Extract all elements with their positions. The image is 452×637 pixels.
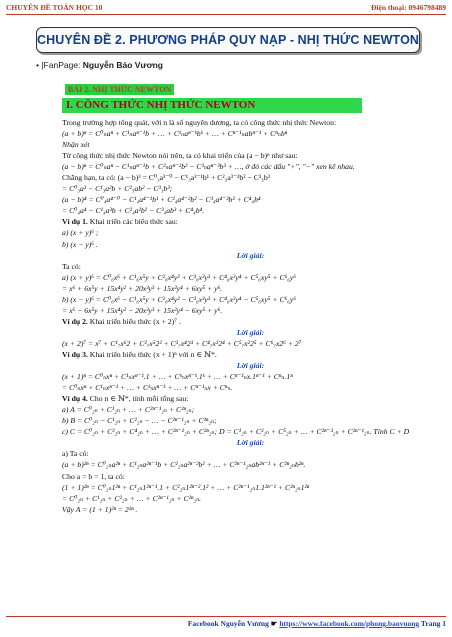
section-heading: I. CÔNG THỨC NHỊ THỨC NEWTON bbox=[62, 98, 362, 113]
example-item: c) C = C⁰₂ₙ + C²₂ₙ + C⁴₂ₙ + … + C²ⁿ⁻²₂ₙ + C²ⁿ₂ₙ; D = C¹₂ₙ + C³₂ₙ + C⁵₂ₙ + … + C²ⁿ⁻³₂ₙ + C²ⁿ⁻¹₂ₙ. Tính C + D bbox=[62, 427, 410, 437]
header-phone: Điện thoại: 0946798489 bbox=[371, 3, 446, 12]
page-number: Trang 1 bbox=[420, 619, 446, 628]
formula-line: b) (x − y)⁶ = C⁰₆x⁶ − C¹₆x⁵y + C²₆x⁴y² − C³₆x³y³ + C⁴₆x²y⁴ − C⁵₆xy⁵ + C⁶₆y⁶ bbox=[62, 294, 297, 304]
solution-label: Lời giải: bbox=[236, 361, 265, 371]
example-title: Ví dụ 1. Khai triển các biểu thức sau: bbox=[62, 217, 178, 227]
remark-label: Nhận xét bbox=[62, 140, 90, 150]
body-line: Cho a = b = 1, ta có: bbox=[62, 471, 125, 481]
formula-line: a) (x + y)⁶ = C⁰₆x⁶ + C¹₆x⁵y + C²₆x⁴y² + C³₆x³y³ + C⁴₆x²y⁴ + C⁵₆xy⁵ + C⁶₆y⁶ bbox=[62, 272, 297, 282]
formula-line: Vậy A = (1 + 1)²ⁿ = 2²ⁿ . bbox=[62, 504, 138, 514]
pointing-hand-icon: ☛ bbox=[270, 619, 278, 628]
body-line: Trong trường hợp tổng quát, với n là số nguyên dương, ta có công thức nhị thức Newton: bbox=[62, 118, 337, 127]
formula-line: (a + b)²ⁿ = C⁰₂ₙa²ⁿ + C¹₂ₙa²ⁿ⁻¹b + C²₂ₙa²ⁿ⁻²b² + … + C²ⁿ⁻¹₂ₙab²ⁿ⁻¹ + C²ⁿ₂ₙb²ⁿ. bbox=[62, 460, 306, 470]
fanpage-line bbox=[36, 60, 163, 70]
solution-label: Lời giải: bbox=[236, 327, 265, 337]
fanpage-label: |FanPage: bbox=[41, 60, 81, 70]
body-line: Từ công thức nhị thức Newton nói trên, ta có khai triển của (a − b)ⁿ như sau: bbox=[62, 151, 298, 161]
formula-line: (x + 2)⁷ = x⁷ + C¹₇x⁶2 + C²₇x⁵2² + C³₇x⁴2³ + C⁴₇x³2⁴ + C⁵₇x²2⁵ + C⁶₇x2⁶ + 2⁷ bbox=[62, 338, 302, 348]
fanpage-name: Nguyễn Bảo Vương bbox=[82, 60, 163, 70]
formula-line: = C⁰₄a⁴ − C¹₄a³b + C²₄a²b² − C³₄ab³ + C⁴₄b⁴. bbox=[62, 206, 205, 216]
footer-divider bbox=[6, 616, 446, 617]
example-title: Ví dụ 2. Khai triển biểu thức (x + 2)⁷ . bbox=[62, 316, 181, 326]
body-line: a) Ta có: bbox=[62, 449, 89, 459]
example-title: Ví dụ 3. Khai triển biểu thức (x + 1)ⁿ với n ∈ ℕ*. bbox=[62, 349, 217, 359]
solution-label: Lời giải: bbox=[236, 438, 265, 448]
formula-line: = x⁶ − 6x⁵y + 15x⁴y² − 20x³y³ + 15x²y⁴ − 6xy⁵ + y⁶. bbox=[62, 305, 223, 315]
formula-line: (a − b)ⁿ = C⁰ₙaⁿ − C¹ₙaⁿ⁻¹b + C²ₙaⁿ⁻²b² − C³ₙaⁿ⁻³b³ + …, ở đó các dấu "+", "−" xen kẽ nhau. bbox=[62, 162, 355, 172]
example-item: b) (x − y)⁶ . bbox=[62, 239, 98, 249]
footer-link[interactable]: https://www.facebook.com/phong.baovuong bbox=[279, 619, 420, 628]
title-banner bbox=[36, 27, 420, 53]
example-title: Ví dụ 4. Cho n ∈ ℕ*, tính mỗi tổng sau: bbox=[62, 394, 189, 404]
formula-line: (a − b)⁴ = C⁰₄a⁴⁻⁰ − C¹₄a⁴⁻¹b¹ + C²₄a⁴⁻²b² − C³₄a⁴⁻³b³ + C⁴₄b⁴ bbox=[62, 195, 261, 205]
header-divider bbox=[6, 14, 446, 15]
example-item: a) A = C⁰₂ₙ + C¹₂ₙ + … + C²ⁿ⁻¹₂ₙ + C²ⁿ₂ₙ; bbox=[62, 405, 195, 415]
example-item: a) (x + y)⁶ ; bbox=[62, 228, 99, 238]
document-body bbox=[62, 117, 439, 515]
example-item: b) B = C⁰₂ₙ − C¹₂ₙ + C²₂ₙ − … − C²ⁿ⁻¹₂ₙ + C²ⁿ₂ₙ; bbox=[62, 416, 217, 426]
formula-line: = x⁶ + 6x⁵y + 15x⁴y² + 20x³y³ + 15x²y⁴ + 6xy⁵ + y⁶. bbox=[62, 283, 223, 293]
document-title: CHUYÊN ĐỀ 2. PHƯƠNG PHÁP QUY NẠP - NHỊ THỨC NEWTON bbox=[36, 33, 420, 47]
page-footer bbox=[6, 619, 446, 631]
solution-label: Lời giải: bbox=[236, 250, 265, 260]
body-line: Chẳng hạn, ta có: (a − b)³ = C⁰₃a³⁻⁰ − C¹₃a³⁻¹b¹ + C²₃a³⁻²b² − C³₃b³ bbox=[62, 173, 270, 183]
header-subject: CHUYÊN ĐỀ TOÁN HỌC 10 bbox=[6, 3, 103, 12]
formula-line: (x + 1)ⁿ = C⁰ₙxⁿ + C¹ₙxⁿ⁻¹.1 + … + Cᵏₙxⁿ⁻ᵏ.1ᵏ + … + Cⁿ⁻¹ₙx.1ⁿ⁻¹ + Cⁿₙ.1ⁿ bbox=[62, 372, 293, 382]
formula-line: (a + b)ⁿ = C⁰ₙaⁿ + C¹ₙaⁿ⁻¹b + … + Cᵏₙaⁿ⁻ᵏbᵏ + … + Cⁿ⁻¹ₙabⁿ⁻¹ + Cⁿₙbⁿ bbox=[62, 129, 288, 139]
formula-line: (1 + 1)²ⁿ = C⁰₂ₙ1²ⁿ + C¹₂ₙ1²ⁿ⁻¹.1 + C²₂ₙ1²ⁿ⁻².1² + … + C²ⁿ⁻¹₂ₙ1.1²ⁿ⁻¹ + C²ⁿ₂ₙ1²ⁿ bbox=[62, 482, 310, 492]
body-line: Ta có: bbox=[62, 261, 81, 271]
footer-author: Facebook Nguyễn Vương bbox=[187, 619, 269, 628]
formula-line: = C⁰₃a³ − C¹₃a²b + C²₃ab² − C³₃b³; bbox=[62, 184, 173, 194]
bullet-icon: • bbox=[36, 60, 42, 70]
section-label: BÀI 2. NHỊ THỨC NEWTON bbox=[65, 84, 174, 95]
formula-line: = C⁰ₙxⁿ + C¹ₙxⁿ⁻¹ + … + Cᵏₙxⁿ⁻ᵏ + … + Cⁿ⁻¹ₙx + Cⁿₙ. bbox=[62, 383, 233, 393]
formula-line: = C⁰₂ₙ + C¹₂ₙ + C²₂ₙ + … + C²ⁿ⁻¹₂ₙ + C²ⁿ₂ₙ. bbox=[62, 493, 202, 503]
